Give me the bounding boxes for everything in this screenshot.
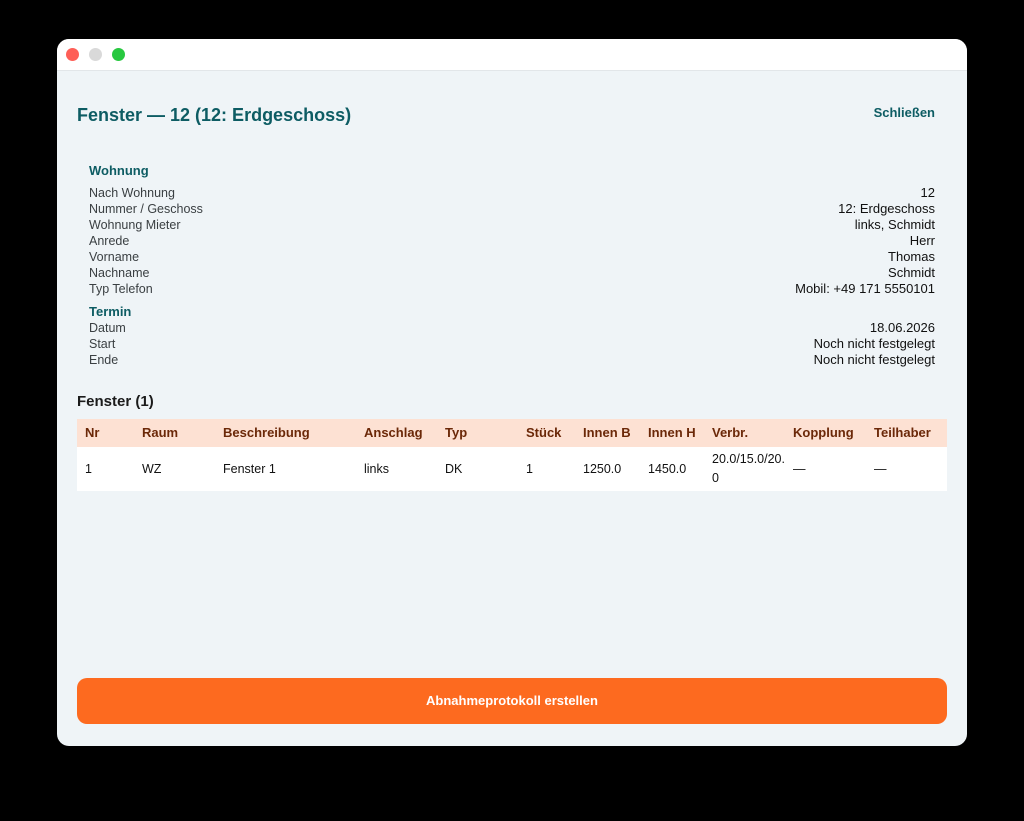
fenster-table	[77, 419, 947, 491]
info-row	[89, 201, 935, 217]
info-row	[89, 352, 935, 368]
table-title: Fenster (1)	[77, 393, 154, 410]
section-heading-wohnung: Wohnung	[89, 163, 149, 178]
info-value: Schmidt	[888, 265, 935, 280]
info-row	[89, 185, 935, 201]
table-cell: DK	[445, 462, 463, 476]
info-row	[89, 233, 935, 249]
info-value: links, Schmidt	[854, 217, 935, 232]
create-acceptance-protocol-button[interactable]: Abnahmeprotokoll erstellen	[77, 678, 947, 724]
app-window	[57, 39, 967, 746]
table-cell: links	[364, 462, 390, 476]
info-value: 18.06.2026	[869, 320, 935, 335]
column-header-kopplung[interactable]: Kopplung	[793, 425, 854, 440]
info-label: Anrede	[89, 234, 130, 248]
column-header-nr[interactable]: Nr	[85, 425, 100, 440]
info-label: Datum	[89, 321, 126, 335]
info-value: Noch nicht festgelegt	[813, 352, 935, 367]
close-button[interactable]: Schließen	[873, 105, 935, 120]
info-label: Nachname	[89, 266, 150, 280]
info-row	[89, 336, 935, 352]
page-title: Fenster — 12 (12: Erdgeschoss)	[77, 105, 352, 125]
info-label: Nach Wohnung	[89, 186, 175, 200]
column-header-beschreibung[interactable]: Beschreibung	[223, 425, 310, 440]
column-header-typ[interactable]: Typ	[445, 425, 468, 440]
info-row	[89, 281, 935, 297]
column-header-innen-h[interactable]: Innen H	[648, 425, 696, 440]
info-row	[89, 320, 935, 336]
table-cell: Fenster 1	[223, 462, 276, 476]
info-label: Start	[89, 337, 116, 351]
column-header-stueck[interactable]: Stück	[526, 425, 562, 440]
info-value: Noch nicht festgelegt	[813, 336, 935, 351]
window-close-button[interactable]	[66, 48, 79, 61]
title-bar	[57, 39, 967, 71]
info-label: Typ Telefon	[89, 282, 153, 296]
info-row	[89, 265, 935, 281]
column-header-verbr[interactable]: Verbr.	[712, 425, 749, 440]
table-cell: 1	[526, 462, 533, 476]
info-value: 12	[920, 185, 935, 200]
table-cell: —	[793, 462, 806, 476]
info-row	[89, 217, 935, 233]
window-minimize-button[interactable]	[89, 48, 102, 61]
column-header-teilhaber[interactable]: Teilhaber	[874, 425, 931, 440]
info-label: Nummer / Geschoss	[89, 202, 203, 216]
info-value: 12: Erdgeschoss	[838, 201, 935, 216]
table-cell: 20.0/15.0/20.0	[712, 452, 785, 485]
table-cell: WZ	[142, 462, 162, 476]
table-row[interactable]	[77, 447, 947, 491]
sheet-content	[77, 71, 947, 741]
info-row	[89, 249, 935, 265]
section-heading-termin: Termin	[89, 304, 132, 319]
info-label: Ende	[89, 353, 119, 367]
column-header-anschlag[interactable]: Anschlag	[364, 425, 423, 440]
info-label: Vorname	[89, 250, 140, 264]
table-cell: —	[874, 462, 887, 476]
info-value: Mobil: +49 171 5550101	[795, 281, 935, 296]
column-header-raum[interactable]: Raum	[142, 425, 179, 440]
table-cell: 1450.0	[648, 462, 687, 476]
window-zoom-button[interactable]	[112, 48, 125, 61]
info-value: Thomas	[888, 249, 935, 264]
column-header-innen-b[interactable]: Innen B	[583, 425, 631, 440]
table-cell: 1	[85, 462, 92, 476]
info-label: Wohnung Mieter	[89, 218, 181, 232]
table-header	[77, 419, 947, 447]
info-value: Herr	[909, 233, 935, 248]
table-cell: 1250.0	[583, 462, 622, 476]
